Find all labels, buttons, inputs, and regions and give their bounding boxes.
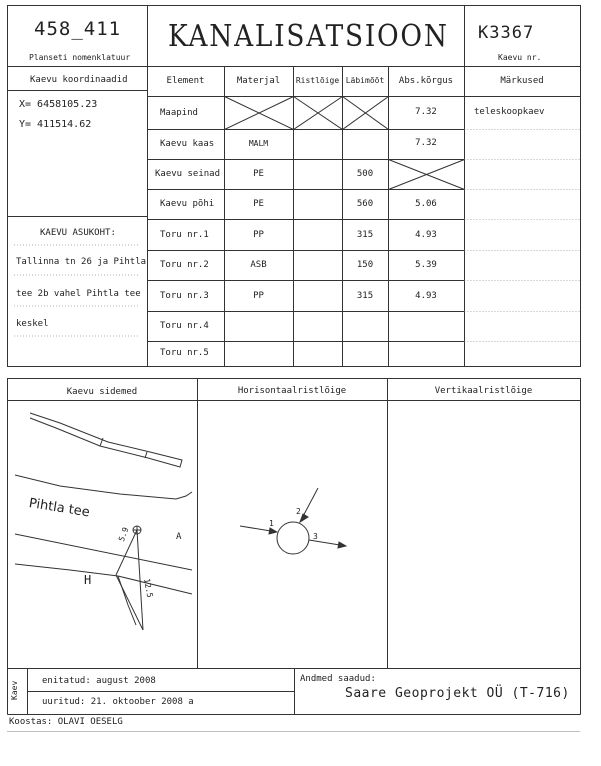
- row-diameter: 315: [356, 291, 374, 301]
- sheet-number: 458_411: [34, 18, 122, 40]
- row-element: Maapind: [160, 108, 198, 118]
- col-header-diameter: Läbimõõt: [345, 76, 385, 85]
- row-note: teleskoopkaev: [474, 107, 545, 117]
- row-element: Toru nr.1: [160, 230, 209, 240]
- row-diameter: 500: [356, 169, 374, 179]
- tie-dimension-1: 5.9: [117, 526, 131, 543]
- footer-updated: uuritud: 21. oktoober 2008 a: [42, 697, 194, 707]
- tie-dimension-2: 12.5: [142, 577, 155, 599]
- row-elevation: 7.32: [415, 138, 437, 148]
- row-elevation: 5.39: [415, 260, 437, 270]
- well-label: Kaevu nr.: [498, 53, 542, 62]
- location-line-1: Tallinna tn 26 ja Pihtla: [16, 257, 147, 267]
- horizontal-section: [240, 488, 346, 554]
- col-header-elevation: Abs.kõrgus: [398, 76, 454, 86]
- row-element: Toru nr.4: [160, 321, 209, 331]
- pipe-label-2: 2: [296, 507, 301, 516]
- coordinate-y: Y= 411514.62: [19, 119, 92, 130]
- footer-source-label: Andmed saadud:: [300, 674, 376, 684]
- row-diameter: 315: [356, 230, 374, 240]
- footer-created: enitatud: august 2008: [42, 676, 156, 686]
- sheet-label: Planseti nomenklatuur: [29, 53, 131, 62]
- footer-source-value: Saare Geoprojekt OÜ (T-716): [345, 686, 570, 701]
- row-diameter: 560: [356, 199, 374, 209]
- row-material: PE: [253, 169, 264, 179]
- row-elevation: 4.93: [415, 230, 437, 240]
- row-element: Toru nr.5: [160, 348, 209, 358]
- coordinates-heading: Kaevu koordinaadid: [30, 75, 128, 85]
- row-material: MALM: [248, 139, 269, 148]
- row-diameter: 150: [356, 260, 374, 270]
- street-label: Pihtla tee: [27, 496, 91, 521]
- panel-title-ties: Kaevu sidemed: [66, 387, 138, 397]
- col-header-element: Element: [166, 76, 205, 86]
- drawing-title: KANALISATSIOON: [168, 19, 449, 54]
- coordinate-x: X= 6458105.23: [19, 99, 98, 110]
- location-heading: KAEVU ASUKOHT:: [40, 228, 116, 238]
- row-elevation: 4.93: [415, 291, 437, 301]
- point-label-h: H: [84, 573, 92, 587]
- row-material: PP: [253, 291, 264, 301]
- location-line-2: tee 2b vahel Pihtla tee: [16, 289, 141, 299]
- point-label-a: A: [176, 532, 182, 542]
- row-element: Kaevu kaas: [160, 139, 215, 149]
- footer-compiler: Koostas: OLAVI OESELG: [9, 717, 123, 727]
- ties-sketch: [15, 413, 192, 630]
- row-elevation: 7.32: [415, 107, 437, 117]
- well-number: K3367: [478, 23, 535, 43]
- location-line-3: keskel: [16, 319, 49, 329]
- pipe-label-1: 1: [269, 519, 274, 528]
- pipe-label-3: 3: [313, 532, 318, 541]
- row-material: PP: [253, 230, 264, 240]
- row-material: ASB: [250, 260, 267, 270]
- row-element: Toru nr.3: [160, 291, 209, 301]
- col-header-notes: Märkused: [500, 76, 544, 86]
- panel-title-vertical: Vertikaalristlõige: [434, 386, 533, 396]
- row-element: Kaevu põhi: [160, 199, 215, 209]
- row-material: PE: [253, 199, 264, 209]
- col-header-material: Materjal: [236, 76, 281, 86]
- panel-title-horizontal: Horisontaalristlõige: [237, 386, 347, 396]
- row-elevation: 5.06: [415, 199, 437, 209]
- row-element: Toru nr.2: [160, 260, 209, 270]
- col-header-cross-section: Ristlõige: [295, 76, 340, 85]
- row-element: Kaevu seinad: [155, 169, 221, 179]
- footer-side-label: Kaev: [10, 680, 19, 700]
